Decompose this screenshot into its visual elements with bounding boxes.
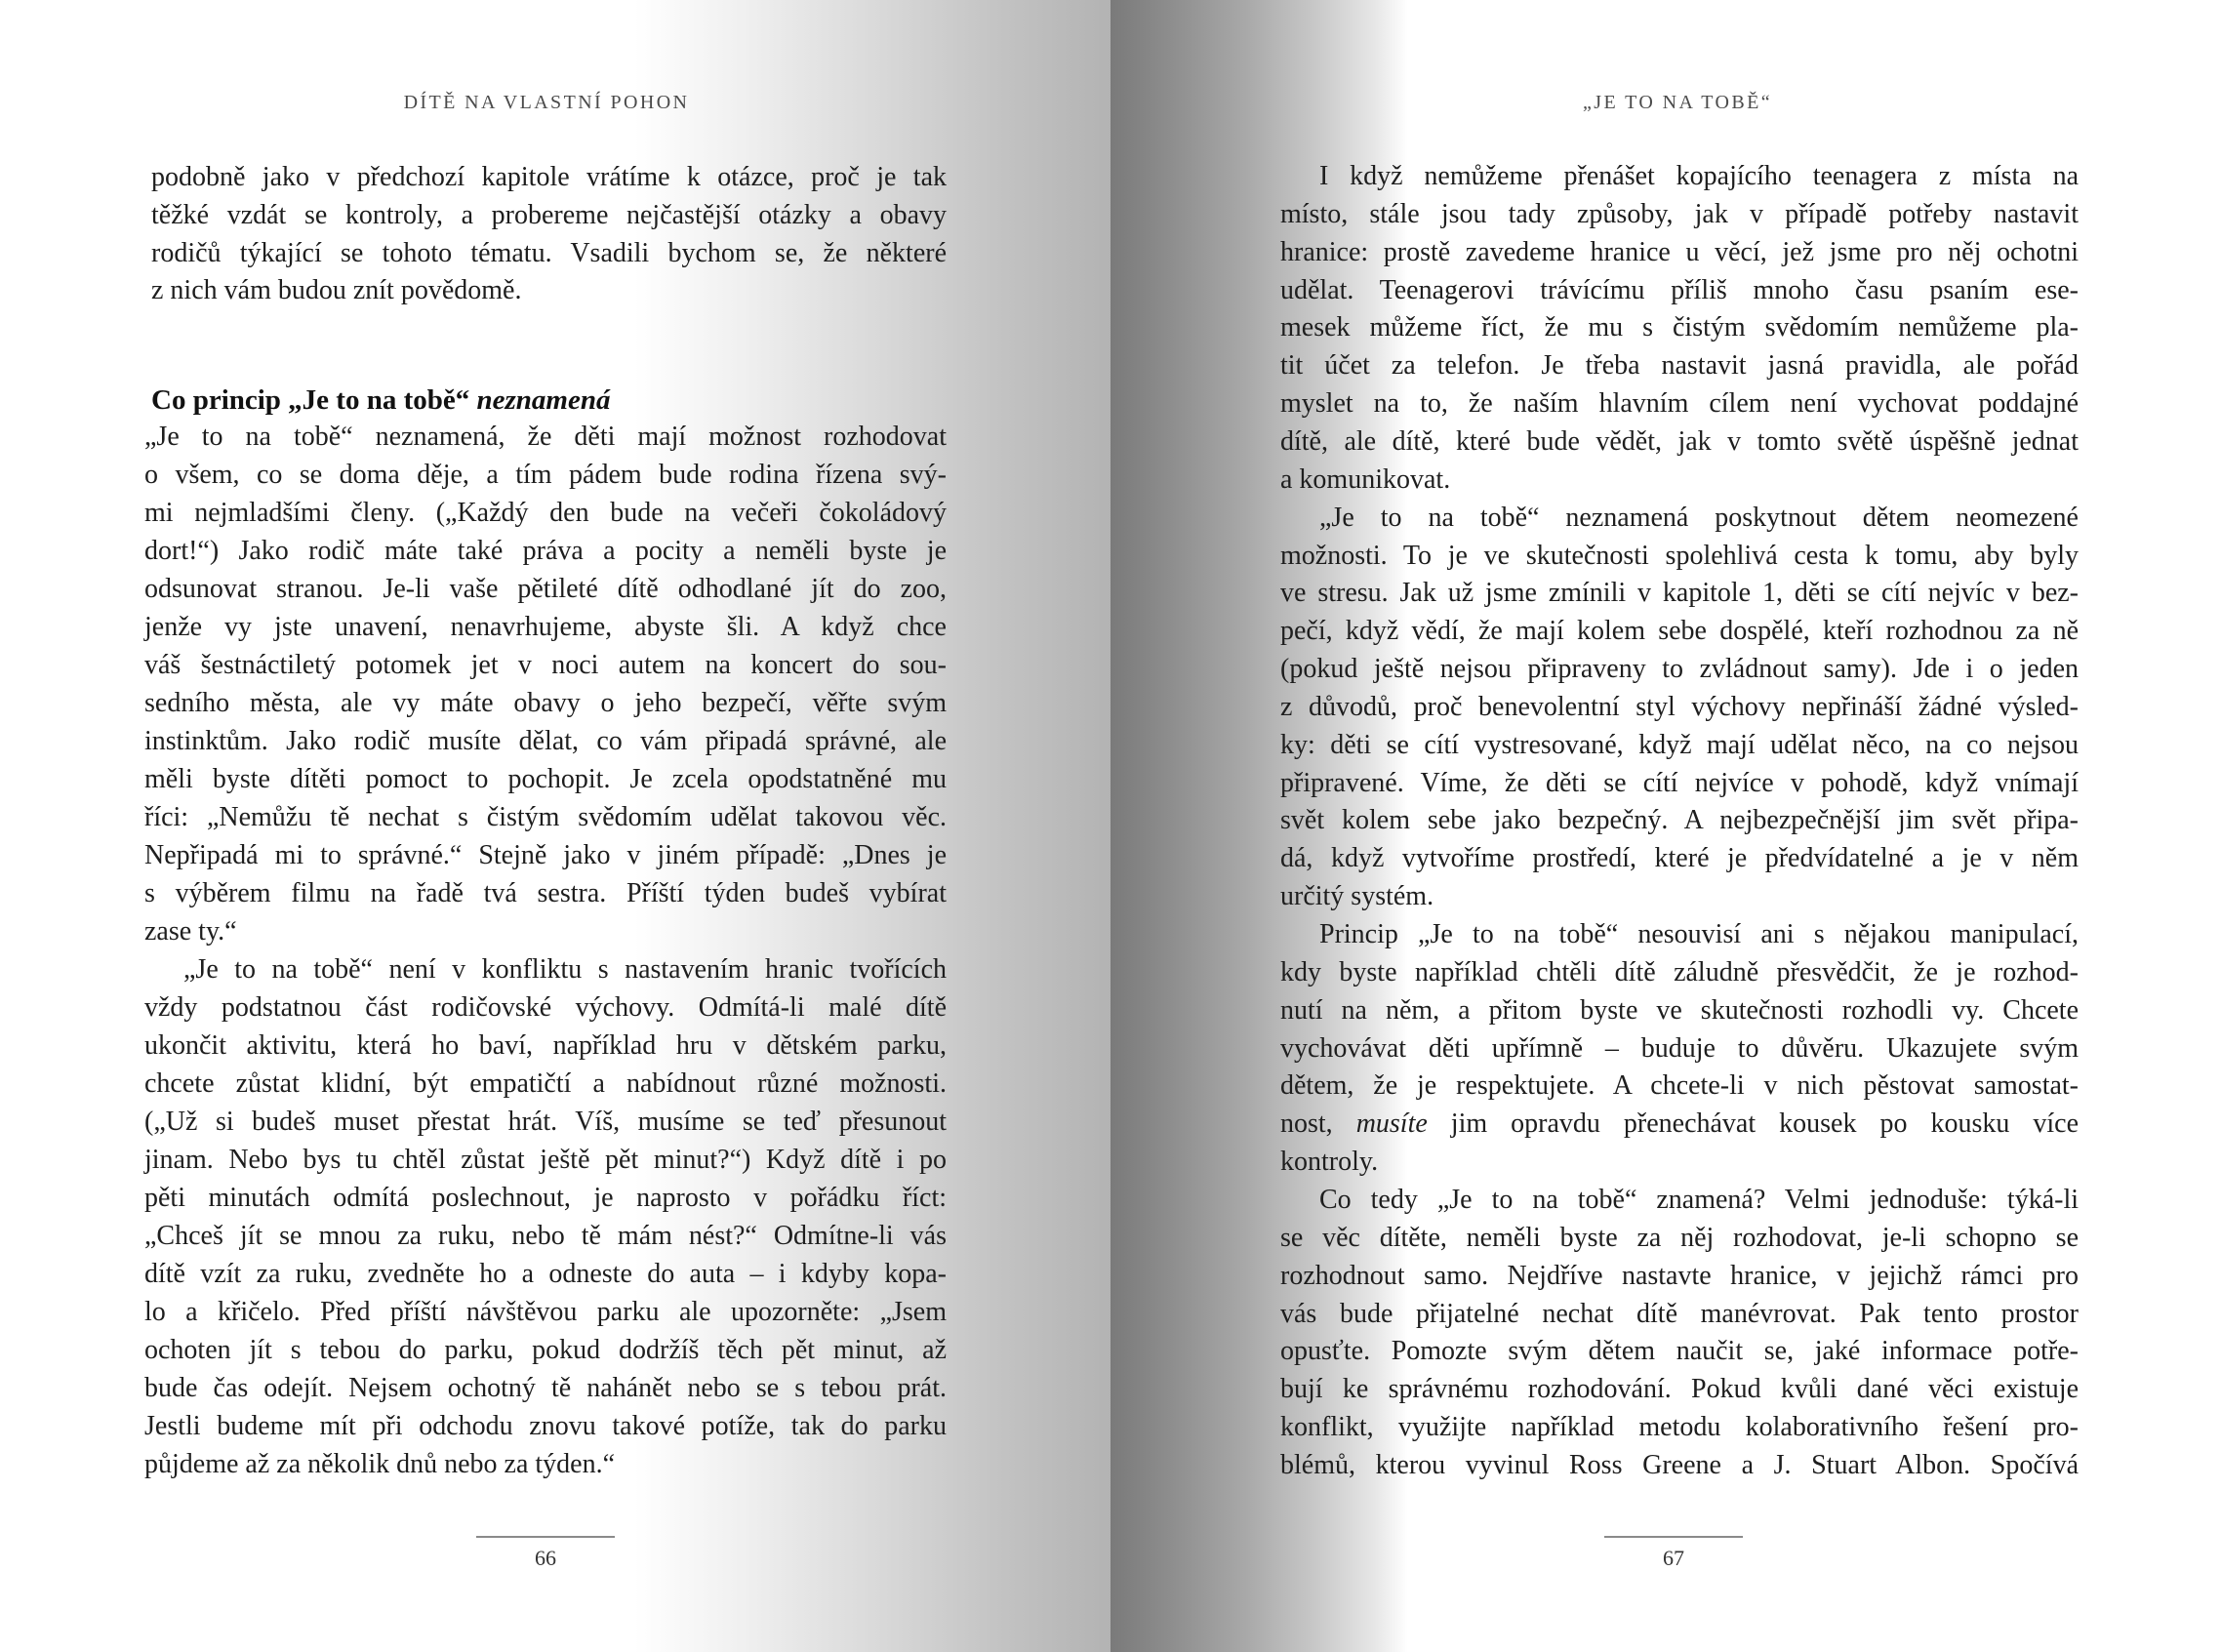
text-line: I když nemůžeme přenášet kopajícího teenagera z místa na [1319, 161, 2079, 191]
text-line: odsunovat stranou. Je-li vaše pětileté dítě odhodlané jít do zoo, [144, 574, 947, 604]
text-line: bude čas odejít. Nejsem ochotný tě nahánět nebo se s tebou prát. [144, 1373, 947, 1403]
text-line: udělat. Teenagerovi trávícímu příliš mnoho času psaním ese- [1280, 274, 2079, 305]
right-page [1110, 0, 2221, 1652]
text-line: z nich vám budou znít povědomě. [151, 275, 522, 306]
text-line: dort!“) Jako rodič máte také práva a pocity a neměli byste je [144, 536, 947, 566]
text-line: měli byste dítěti pomoct to pochopit. Je zcela opodstatněné mu [144, 764, 947, 794]
text-line: jinam. Nebo bys tu chtěl zůstat ještě pět minut?“) Když dítě i po [144, 1145, 947, 1175]
text-line: z důvodů, proč benevolentní styl výchovy nepřináší žádné výsled- [1280, 691, 2079, 722]
text-line: půjdeme až za několik dnů nebo za týden.“ [144, 1449, 616, 1479]
text-line: říci: „Nemůžu tě nechat s čistým svědomím udělat takovou věc. [144, 802, 947, 832]
text-line: podobně jako v předchozí kapitole vrátíme k otázce, proč je tak [151, 162, 947, 192]
text-line: svět kolem sebe jako bezpečný. A nejbezpečnější jim svět připa- [1280, 805, 2079, 836]
text-line: ky: děti se cítí vystresované, když mají udělat něco, na co nejsou [1280, 729, 2079, 760]
text-line: mesek můžeme říct, že mu s čistým svědomím nemůžeme pla- [1280, 312, 2079, 343]
intro-paragraph [151, 158, 947, 314]
text-line: ochoten jít s tebou do parku, pokud dodržíš těch pět minut, až [144, 1335, 947, 1365]
text-line: možnosti. To je ve skutečnosti spolehlivá cesta k tomu, aby byly [1280, 540, 2079, 571]
text-line: blémů, kterou vyvinul Ross Greene a J. Stuart Albon. Spočívá [1280, 1449, 2079, 1480]
text-line: lo a křičelo. Před příští návštěvou parku ale upozorněte: „Jsem [144, 1297, 947, 1327]
text-line: pěti minutách odmítá poslechnout, je naprosto v pořádku říct: [144, 1183, 947, 1213]
text-line: připravené. Víme, že děti se cítí nejvíce v pohodě, když vnímají [1280, 767, 2079, 798]
text-run: jim opravdu přenechávat kousek po kousku více [1427, 1108, 2079, 1140]
section-heading [151, 382, 610, 420]
text-line: Co tedy „Je to na tobě“ znamená? Velmi jednoduše: týká-li [1319, 1184, 2079, 1215]
text-run: nost, [1280, 1108, 1356, 1140]
text-line: dítě, ale dítě, které bude vědět, jak v tomto světě úspěšně jednat [1280, 425, 2079, 457]
text-line [1280, 1105, 2079, 1143]
text-line: myslet na to, že naším hlavním cílem není vychovat poddajné [1280, 388, 2079, 420]
footer-rule-left [476, 1536, 615, 1538]
text-line: („Už si budeš muset přestat hrát. Víš, musíme se teď přesunout [144, 1107, 947, 1137]
text-line: určitý systém. [1280, 881, 1434, 912]
text-line: (pokud ještě nejsou připraveny to zvládnout samy). Jde i o jeden [1280, 654, 2079, 685]
text-line: kdy byste například chtěli dítě záludně přesvědčit, že je rozhod- [1280, 956, 2079, 987]
text-line: pečí, když vědí, že mají kolem sebe dospělé, kteří rozhodnou za ně [1280, 616, 2079, 647]
text-line: instinktům. Jako rodič musíte dělat, co vám připadá správné, ale [144, 726, 947, 756]
right-body-text [1280, 157, 2079, 1504]
text-line: zase ty.“ [144, 916, 237, 947]
section-heading-regular: Co princip „Je to na tobě“ [151, 384, 477, 416]
text-line: Jestli budeme mít při odchodu znovu takové potíže, tak do parku [144, 1411, 947, 1441]
text-line: vždy podstatnou část rodičovské výchovy. Odmítá-li malé dítě [144, 992, 947, 1023]
text-line: sedního města, ale vy máte obavy o jeho bezpečí, věřte svým [144, 688, 947, 718]
text-line: Nepřipadá mi to správné.“ Stejně jako v jiném případě: „Dnes je [144, 840, 947, 870]
text-line: se věc dítěte, neměli byste za něj rozhodovat, je-li schopno se [1280, 1222, 2079, 1253]
text-line: chcete zůstat klidní, být empatičtí a nabídnout různé možnosti. [144, 1068, 947, 1099]
text-line: těžké vzdát se kontroly, a probereme nejčastější otázky a obavy [151, 199, 947, 230]
text-line: vás bude přijatelné nechat dítě manévrovat. Pak tento prostor [1280, 1298, 2079, 1329]
text-line: mi nejmladšími členy. („Každý den bude na večeři čokoládový [144, 498, 947, 528]
text-line: hranice: prostě zavedeme hranice u věcí, jež jsme pro něj ochotni [1280, 236, 2079, 267]
text-line: a komunikovat. [1280, 463, 1451, 495]
running-head-right: „JE TO NA TOBĚ“ [1583, 92, 1772, 113]
running-head-left: DÍTĚ NA VLASTNÍ POHON [403, 92, 690, 113]
text-line: „Je to na tobě“ není v konfliktu s nastavením hranic tvořících [183, 954, 947, 985]
text-line: „Je to na tobě“ neznamená, že děti mají možnost rozhodovat [144, 422, 947, 452]
text-line: dítě vzít za ruku, zvedněte ho a odneste do auta – i kdyby kopa- [144, 1259, 947, 1289]
text-line: rodičů týkající se tohoto tématu. Vsadili bychom se, že některé [151, 237, 947, 268]
section-heading-italic: neznamená [476, 384, 611, 416]
text-line: s výběrem filmu na řadě tvá sestra. Příští týden budeš vybírat [144, 878, 947, 908]
text-line: nutí na něm, a přitom byste ve skutečnosti rozhodli vy. Chcete [1280, 994, 2079, 1026]
left-body-text [144, 418, 947, 1491]
page-number-left: 66 [535, 1546, 556, 1570]
text-line: jenže vy jste unavení, nenavrhujeme, abyste šli. A když chce [144, 612, 947, 642]
page-number-right: 67 [1663, 1546, 1684, 1570]
text-line: opusťte. Pomozte svým dětem naučit se, jaké informace potře- [1280, 1336, 2079, 1367]
text-line: dá, když vytvoříme prostředí, které je předvídatelné a je v něm [1280, 843, 2079, 874]
text-line: váš šestnáctiletý potomek jet v noci autem na koncert do sou- [144, 650, 947, 680]
text-line: „Je to na tobě“ neznamená poskytnout dětem neomezené [1319, 502, 2079, 533]
text-line: vychovávat děti upřímně – buduje to důvěru. Ukazujete svým [1280, 1032, 2079, 1064]
text-line: o všem, co se doma děje, a tím pádem bude rodina řízena svý- [144, 460, 947, 490]
footer-rule-right [1604, 1536, 1743, 1538]
text-line: ukončit aktivitu, která ho baví, například hru v dětském parku, [144, 1030, 947, 1061]
text-line: „Chceš jít se mnou za ruku, nebo tě mám nést?“ Odmítne-li vás [144, 1221, 947, 1251]
text-line: bují ke správnému rozhodování. Pokud kvůli dané věci existuje [1280, 1374, 2079, 1405]
text-line: Princip „Je to na tobě“ nesouvisí ani s nějakou manipulací, [1319, 919, 2079, 949]
left-page [0, 0, 1110, 1652]
text-line: rozhodnout samo. Nejdříve nastavte hranice, v jejichž rámci pro [1280, 1260, 2079, 1291]
text-line: kontroly. [1280, 1147, 1379, 1178]
emphasis-run: musíte [1355, 1108, 1428, 1140]
text-line: tit účet za telefon. Je třeba nastavit jasná pravidla, ale pořád [1280, 350, 2079, 382]
text-line: dětem, že je respektujete. A chcete-li v nich pěstovat samostat- [1280, 1070, 2079, 1102]
text-line: konflikt, využijte například metodu kolaborativního řešení pro- [1280, 1412, 2079, 1443]
text-line: místo, stále jsou tady způsoby, jak v případě potřeby nastavit [1280, 198, 2079, 229]
text-line: ve stresu. Jak už jsme zmínili v kapitole 1, děti se cítí nejvíc v bez- [1280, 578, 2079, 609]
